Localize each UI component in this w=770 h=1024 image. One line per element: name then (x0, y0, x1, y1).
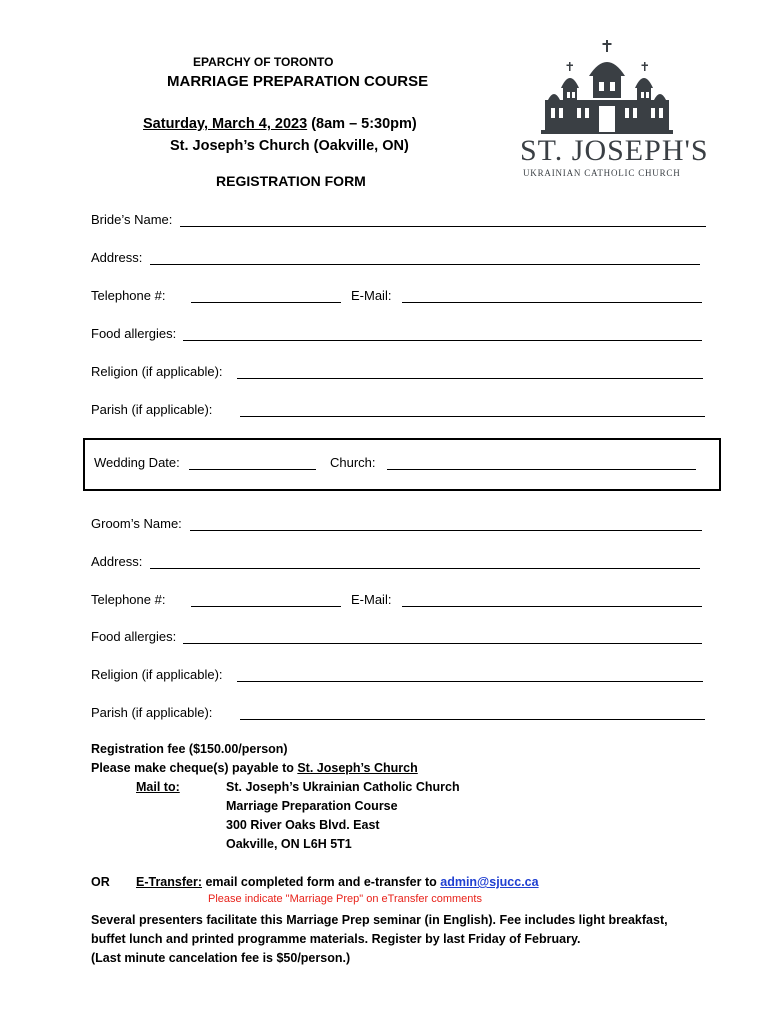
bride-address-label: Address: (91, 250, 143, 265)
cheque-prefix: Please make cheque(s) payable to (91, 761, 298, 775)
logo-subtitle: UKRAINIAN CATHOLIC CHURCH (523, 168, 681, 178)
groom-religion-label: Religion (if applicable): (91, 667, 223, 682)
etransfer-note: Please indicate "Marriage Prep" on eTransfer comments (208, 893, 482, 905)
eparchy-title: EPARCHY OF TORONTO (193, 55, 334, 69)
wedding-date-label: Wedding Date: (94, 455, 180, 470)
groom-address-label: Address: (91, 554, 143, 569)
groom-email-label: E-Mail: (351, 592, 392, 607)
bride-email-label: E-Mail: (351, 288, 392, 303)
bride-parish-field[interactable] (240, 416, 705, 417)
groom-address-field[interactable] (150, 568, 700, 569)
etransfer-email-link[interactable]: admin@sjucc.ca (440, 875, 539, 889)
mail-address-line-1: St. Joseph’s Ukrainian Catholic Church (226, 780, 460, 794)
groom-name-label: Groom’s Name: (91, 516, 182, 531)
church-logo (515, 38, 709, 183)
bride-email-field[interactable] (402, 302, 702, 303)
course-date: Saturday, March 4, 2023 (143, 116, 308, 132)
groom-telephone-field[interactable] (191, 606, 341, 607)
mail-address-line-3: 300 River Oaks Blvd. East (226, 818, 380, 832)
etransfer-text: email completed form and e-transfer to (202, 875, 441, 889)
cheque-payee: St. Joseph’s Church (297, 761, 418, 775)
etransfer-line (136, 875, 539, 889)
mail-address-line-2: Marriage Preparation Course (226, 799, 398, 813)
mail-to-label: Mail to: (136, 780, 180, 794)
groom-parish-label: Parish (if applicable): (91, 705, 213, 720)
or-label: OR (91, 875, 110, 889)
course-date-line (143, 116, 417, 132)
wedding-date-field[interactable] (189, 469, 316, 470)
wedding-church-label: Church: (330, 455, 376, 470)
logo-name: ST. JOSEPH'S (520, 134, 709, 167)
wedding-church-field[interactable] (387, 469, 696, 470)
groom-parish-field[interactable] (240, 719, 705, 720)
registration-fee: Registration fee ($150.00/person) (91, 742, 288, 756)
bride-telephone-label: Telephone #: (91, 288, 166, 303)
bride-name-field[interactable] (180, 226, 706, 227)
cheque-payable-line (91, 761, 418, 775)
bride-food-label: Food allergies: (91, 326, 177, 341)
footer-line-1: Several presenters facilitate this Marriage Prep seminar (in English). Fee includes light breakfast, (91, 913, 668, 927)
groom-name-field[interactable] (190, 530, 702, 531)
bride-telephone-field[interactable] (191, 302, 341, 303)
bride-name-label: Bride’s Name: (91, 212, 173, 227)
church-icon (515, 38, 695, 138)
footer-line-3: (Last minute cancelation fee is $50/person.) (91, 951, 351, 965)
bride-religion-field[interactable] (237, 378, 703, 379)
bride-address-field[interactable] (150, 264, 700, 265)
groom-food-label: Food allergies: (91, 629, 177, 644)
bride-parish-label: Parish (if applicable): (91, 402, 213, 417)
groom-food-field[interactable] (183, 643, 702, 644)
course-location: St. Joseph’s Church (Oakville, ON) (170, 138, 409, 154)
course-time: (8am – 5:30pm) (311, 116, 417, 132)
course-title: MARRIAGE PREPARATION COURSE (167, 73, 429, 90)
bride-religion-label: Religion (if applicable): (91, 364, 223, 379)
groom-email-field[interactable] (402, 606, 702, 607)
bride-food-field[interactable] (183, 340, 702, 341)
etransfer-label: E-Transfer: (136, 875, 202, 889)
mail-address-line-4: Oakville, ON L6H 5T1 (226, 837, 352, 851)
groom-religion-field[interactable] (237, 681, 703, 682)
footer-line-2: buffet lunch and printed programme materials. Register by last Friday of February. (91, 932, 581, 946)
groom-telephone-label: Telephone #: (91, 592, 166, 607)
form-title: REGISTRATION FORM (216, 173, 366, 189)
